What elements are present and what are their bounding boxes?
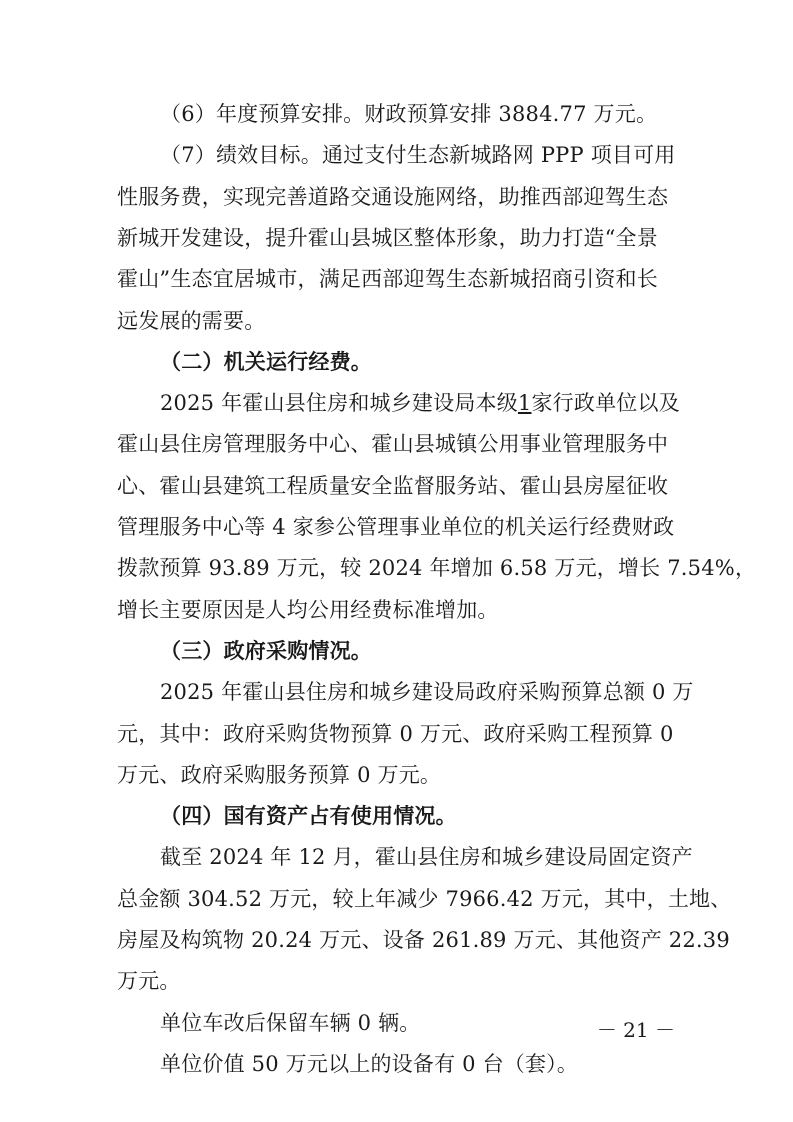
paragraph-assets-line-2: 总金额 304.52 万元，较上年减少 7966.42 万元，其中，土地、 bbox=[117, 886, 732, 911]
paragraph-goal-line-5: 远发展的需要。 bbox=[117, 308, 266, 333]
section-heading-procurement: （三）政府采购情况。 bbox=[160, 637, 372, 663]
underlined-count: 1 bbox=[517, 391, 532, 416]
paragraph-assets-line-4: 万元。 bbox=[117, 969, 181, 994]
paragraph-operating-line-1 bbox=[160, 389, 680, 417]
section-heading-operating-expenses: （二）机关运行经费。 bbox=[160, 348, 372, 374]
paragraph-goal-line-4: 霍山”生态宜居城市，满足西部迎驾生态新城招商引资和长 bbox=[117, 267, 658, 292]
text-fragment: 2025 年霍山县住房和城乡建设局本级 bbox=[160, 391, 518, 416]
paragraph-operating-line-6: 增长主要原因是人均公用经费标准增加。 bbox=[117, 597, 499, 622]
paragraph-operating-line-5: 拨款预算 93.89 万元，较 2024 年增加 6.58 万元，增长 7.54%， bbox=[117, 556, 757, 581]
paragraph-assets-line-3: 房屋及构筑物 20.24 万元、设备 261.89 万元、其他资产 22.39 bbox=[117, 928, 730, 952]
page-number: － 21 － bbox=[596, 1018, 675, 1042]
paragraph-vehicles: 单位车改后保留车辆 0 辆。 bbox=[160, 1010, 421, 1035]
paragraph-goal-line-1: （7）绩效目标。通过支付生态新城路网 PPP 项目可用 bbox=[160, 143, 676, 168]
paragraph-procurement-line-2: 元，其中：政府采购货物预算 0 万元、政府采购工程预算 0 bbox=[117, 721, 674, 746]
paragraph-operating-line-2: 霍山县住房管理服务中心、霍山县城镇公用事业管理服务中 bbox=[117, 432, 669, 457]
section-heading-assets: （四）国有资产占有使用情况。 bbox=[160, 803, 457, 829]
paragraph-budget-line: （6）年度预算安排。财政预算安排 3884.77 万元。 bbox=[160, 102, 658, 126]
text-fragment: 家行政单位以及 bbox=[531, 391, 680, 416]
paragraph-procurement-line-1: 2025 年霍山县住房和城乡建设局政府采购预算总额 0 万 bbox=[160, 680, 694, 705]
paragraph-goal-line-3: 新城开发建设，提升霍山县城区整体形象，助力打造“全景 bbox=[117, 225, 658, 250]
paragraph-equipment: 单位价值 50 万元以上的设备有 0 台（套）。 bbox=[160, 1051, 579, 1076]
paragraph-operating-line-3: 心、霍山县建筑工程质量安全监督服务站、霍山县房屋征收 bbox=[117, 473, 669, 498]
paragraph-assets-line-1: 截至 2024 年 12 月，霍山县住房和城乡建设局固定资产 bbox=[160, 845, 693, 870]
paragraph-goal-line-2: 性服务费，实现完善道路交通设施网络，助推西部迎驾生态 bbox=[117, 184, 669, 209]
paragraph-operating-line-4: 管理服务中心等 4 家参公管理事业单位的机关运行经费财政 bbox=[117, 515, 675, 539]
paragraph-procurement-line-3: 万元、政府采购服务预算 0 万元。 bbox=[117, 762, 442, 787]
